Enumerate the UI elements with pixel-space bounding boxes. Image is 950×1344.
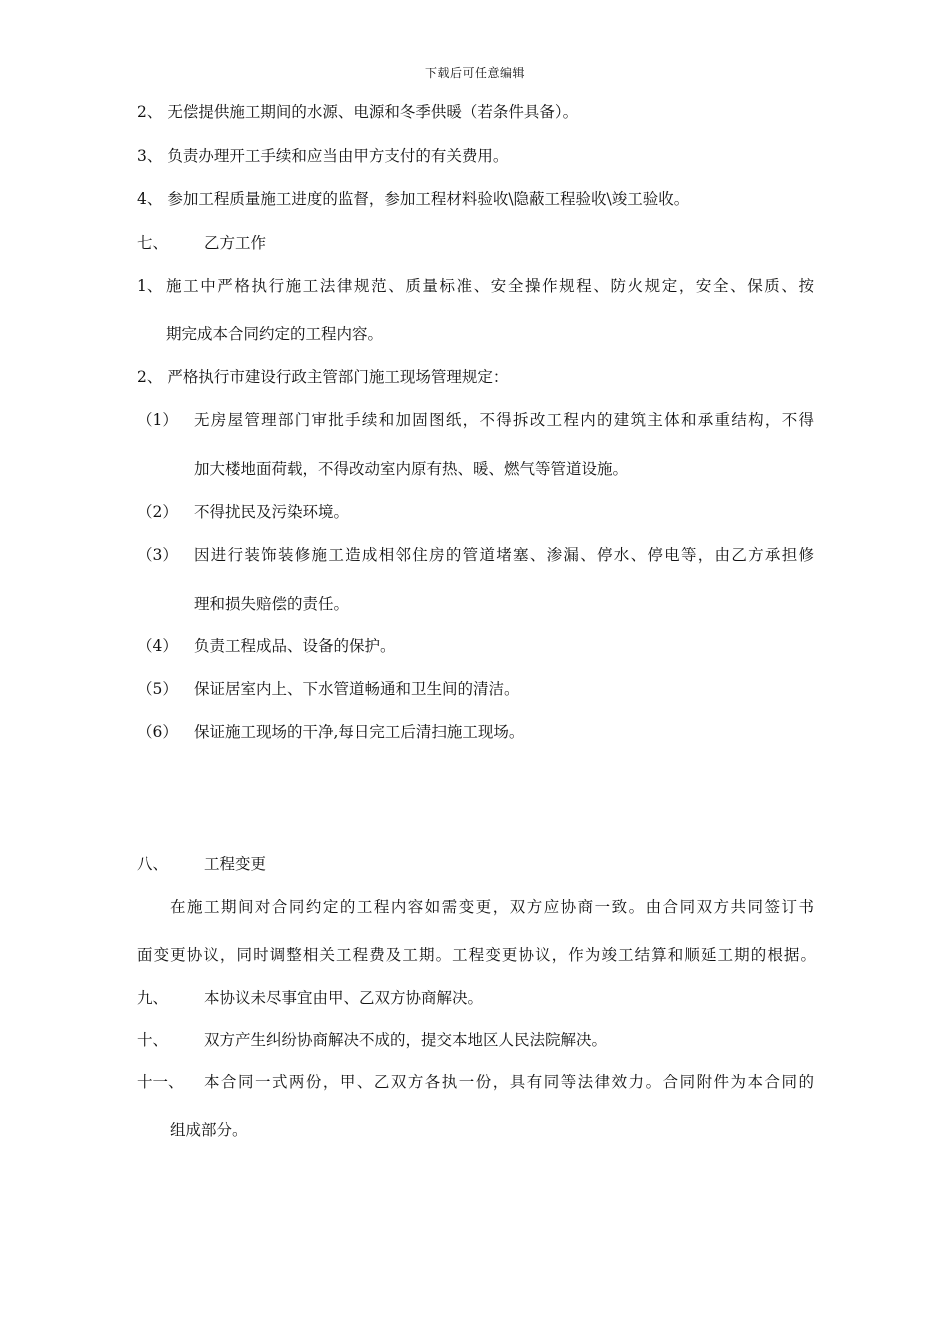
section-text-line1: 本合同一式两份，甲、乙双方各执一份，具有同等法律效力。合同附件为本合同的 [204,1073,814,1091]
section-number: 九、 [137,989,169,1007]
item-text: 负责办理开工手续和应当由甲方支付的有关费用。 [167,147,509,165]
sub-item-number: （1） [137,411,178,429]
section-heading [137,233,168,253]
sub-item-line2: 加大楼地面荷载，不得改动室内原有热、暖、燃气等管道设施。 [194,460,629,478]
section-number: 十、 [137,1031,169,1049]
item-text-line1: 施工中严格执行施工法律规范、质量标准、安全操作规程、防火规定，安全、保质、按 [166,277,814,295]
section-text: 双方产生纠纷协商解决不成的，提交本地区人民法院解决。 [204,1031,608,1049]
sub-item-line2: 理和损失赔偿的责任。 [194,595,350,613]
item-number: 2、 [137,368,163,386]
list-item [137,367,508,387]
section-title: 乙方工作 [204,234,267,252]
sub-item-text: 保证施工现场的干净,每日完工后清扫施工现场。 [194,723,525,741]
item-number: 4、 [137,190,163,208]
item-number: 1、 [137,277,163,295]
list-item [137,146,508,166]
item-text: 严格执行市建设行政主管部门施工现场管理规定： [167,368,509,386]
sub-item-line1: 因进行装饰装修施工造成相邻住房的管道堵塞、渗漏、停水、停电等，由乙方承担修 [194,546,814,564]
item-text: 无偿提供施工期间的水源、电源和冬季供暖（若条件具备）。 [167,103,579,121]
item-number: 3、 [137,147,163,165]
sub-item-text: 保证居室内上、下水管道畅通和卫生间的清洁。 [194,680,520,698]
sub-item-text: 负责工程成品、设备的保护。 [194,637,396,655]
section-number: 八、 [137,855,169,873]
sub-item-number: （3） [137,546,178,564]
sub-item-number: （4） [137,637,178,655]
item-text-line2: 期完成本合同约定的工程内容。 [166,325,384,343]
list-item [137,102,578,122]
item-number: 2、 [137,103,163,121]
section-title: 工程变更 [204,855,267,873]
sub-item-number: （6） [137,723,178,741]
paragraph-line1: 在施工期间对合同约定的工程内容如需变更，双方应协商一致。由合同双方共同签订书 [170,898,814,916]
section-number: 七、 [137,234,169,252]
section-number: 十一、 [137,1073,184,1091]
sub-item-number: （2） [137,503,178,521]
list-item [137,189,689,209]
section-text-line2: 组成部分。 [170,1121,248,1139]
sub-item-text: 不得扰民及污染环境。 [194,503,350,521]
sub-item-number: （5） [137,680,178,698]
sub-item-line1: 无房屋管理部门审批手续和加固图纸，不得拆改工程内的建筑主体和承重结构，不得 [194,411,814,429]
paragraph-line2: 面变更协议，同时调整相关工程费及工期。工程变更协议，作为竣工结算和顺延工期的根据。 [137,946,816,964]
page-header: 下载后可任意编辑 [424,66,525,80]
section-text: 本协议未尽事宜由甲、乙双方协商解决。 [204,989,484,1007]
item-text: 参加工程质量施工进度的监督，参加工程材料验收\隐蔽工程验收\竣工验收。 [167,190,690,208]
